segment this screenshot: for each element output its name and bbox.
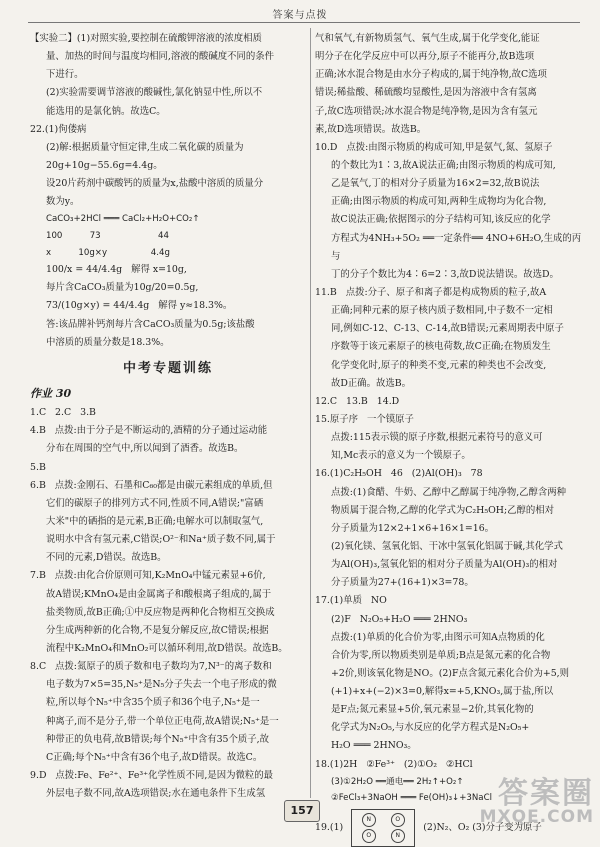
answer-line: 盐类物质,故B正确;①中反应物是两种化合物相互交换成 [46, 606, 275, 618]
text-line: 【实验二】(1)对照实验,要控制在硫酸钾溶液的浓度相质 [30, 33, 262, 44]
answer-line: 方程式为4NH₃+5O₂ ══一定条件══ 4NO+6H₂O,生成的丙与 [331, 232, 582, 262]
answer-line: 种带正的负电荷,故B错误;每个N₅⁺中含有35个质子,故 [46, 733, 269, 745]
equation-line: 100 73 44 [46, 230, 169, 241]
answer-line: 正确;由图示物质的构成可知,两种生成物均为化合物, [331, 196, 547, 208]
text-line: (2)实验需要调节溶液的酸碱性,氯化钠显中性,所以不 [46, 87, 263, 99]
text-line: 下进行。 [46, 69, 84, 81]
answer-line: 它们的碳原子的排列方式不同,性质不同,A错误;"富硒 [46, 497, 264, 509]
text-line: 答:该品牌补钙剂每片含CaCO₃质量为0.5g;该盐酸 [46, 318, 255, 330]
text-line: 气和氧气,有新物质氢气、氧气生成,属于化学变化,能证 [315, 33, 540, 44]
text-line: (2)解:根据质量守恒定律,生成二氧化碳的质量为 [46, 141, 244, 153]
answer-line: (2)N₂、O₂ (3)分子变为原子 [423, 821, 542, 833]
section-title: 中考专题训练 [122, 360, 213, 376]
answer-line: 丁的分子个数比为4∶6=2∶3,故D说法错误。故选D。 [331, 268, 559, 280]
text-line: 量、加热的时间与温度均相同,溶液的酸碱度不同的条件 [46, 51, 274, 63]
text-line: 73/(10g×y) = 44/4.4g 解得 y≈18.3%。 [46, 300, 233, 312]
answer-line: 知,Mc表示的意义为一个镆原子。 [331, 450, 471, 462]
chemical-equation: (3)①2H₂O ══通电══ 2H₂↑+O₂↑ [331, 776, 464, 787]
answer-line: 序数等于该元素原子的核电荷数,故C正确;在物质发生 [331, 341, 551, 353]
answer-line: 分子质量为12×2+1×6+16×1=16。 [331, 522, 495, 534]
watermark-logo [479, 775, 594, 828]
answer-line: C正确;每个N₅⁺中含有36个电子,故D错误。故选C。 [46, 751, 263, 763]
atom-circle: O [391, 813, 405, 827]
answer-line: 8.C 点拨:氮原子的质子数和电子数均为7,N³⁻的离子数和 [30, 661, 272, 673]
atom-circle: O [362, 829, 376, 843]
answer-line: 6.B 点拨:金刚石、石墨和C₆₀都是由碳元素组成的单质,但 [30, 479, 273, 491]
answer-line: 流程中K₂MnO₄和MnO₂可以循环利用,故D错误。故选B。 [46, 642, 288, 654]
answer-line: 粒,所以每个N₅⁺中含35个质子和36个电子,N₅⁺是一 [46, 697, 260, 709]
answer-line: 是F点;氮元素显+5价,氧元素显−2价,其氧化物的 [331, 704, 534, 716]
answer-line: 同,例如C-12、C-13、C-14,故B错误;元素周期表中原子 [331, 323, 564, 335]
answer-line: 不同的元素,D错误。故选B。 [46, 552, 167, 564]
column-divider [310, 28, 311, 798]
answer-line: 12.C 13.B 14.D [315, 395, 400, 407]
text-line: 明分子在化学反应中可以再分,原子不能再分,故B选项 [315, 51, 535, 63]
answer-label: 19.(1) [315, 821, 344, 833]
left-column [30, 30, 306, 803]
text-line: 能选用的是氯化钠。故选C。 [46, 105, 166, 117]
answer-line: 说明水中含有氢元素,C错误;O²⁻和Na⁺质子数不同,属于 [46, 534, 276, 546]
text-line: 子,故C选项错误;冰水混合物是纯净物,是因为含有氢元 [315, 105, 538, 117]
text-line: 20g+10g−55.6g=4.4g。 [46, 159, 163, 171]
chemical-equation: ②FeCl₃+3NaOH ═══ Fe(OH)₃↓+3NaCl [331, 793, 492, 804]
answer-line: 点拨:115表示镆的原子序数,根据元素符号的意义可 [331, 432, 543, 444]
molecule-diagram [351, 809, 415, 847]
answer-line: 电子数为7×5=35,N₅⁺是N₅分子失去一个电子形成的微 [46, 679, 277, 691]
answer-line: 化学变化时,原子的种类不变,元素的种类也不会改变, [331, 359, 547, 371]
answer-line: 大米"中的硒指的是元素,B正确;电解水可以制取氢气, [46, 515, 264, 527]
answer-line: 4.B 点拨:由于分子是不断运动的,酒精的分子通过运动能 [30, 425, 268, 437]
chemical-equation: CaCO₃+2HCl ═══ CaCl₂+H₂O+CO₂↑ [46, 214, 200, 225]
answer-line: 故A错误;KMnO₄是由金属离子和酸根离子组成的,属于 [46, 588, 272, 600]
text-line: 数为y。 [46, 196, 80, 208]
header-rule [28, 22, 580, 23]
answer-line: 分子质量为27+(16+1)×3=78。 [331, 577, 474, 589]
answer-line: (2)F N₂O₅+H₂O ═══ 2HNO₃ [331, 613, 468, 625]
answer-line: (+1)+x+(−2)×3=0,解得x=+5,KNO₃,属于盐,所以 [331, 686, 554, 698]
answer-line: 外层电子数不同,故A选项错误;水在通电条件下生成氢 [46, 788, 266, 800]
answer-line: 17.(1)单质 NO [315, 595, 387, 607]
answer-line: 18.(1)2H ②Fe³⁺ (2)①O₂ ②HCl [315, 758, 473, 770]
answer-line: (2)氧化镁、氢氧化铝、干冰中氢氧化铝属于碱,其化学式 [331, 540, 563, 552]
text-line: 正确;冰水混合物是由水分子构成的,属于纯净物,故C选项 [315, 69, 547, 81]
answer-line: 正确;同种元素的原子核内质子数相同,中子数不一定相 [331, 305, 553, 317]
answer-line: H₂O ═══ 2HNO₃。 [331, 740, 417, 752]
answer-line: 1.C 2.C 3.B [30, 407, 96, 419]
answer-line: +2价,则该氧化物是NO。(2)F点含氮元素化合价为+5,则 [331, 667, 570, 679]
answer-line: 5.B [30, 461, 46, 473]
text-line: 错误;稀盐酸、稀硫酸均显酸性,是因为溶液中含有氢离 [315, 87, 537, 99]
text-line: 设20片药剂中碳酸钙的质量为x,盐酸中溶质的质量分 [46, 178, 264, 190]
answer-line: 合价为零,所以物质类别是单质;B点是氮元素的化合物 [331, 649, 551, 661]
answer-line: 分布在周围的空气中,所以闻到了酒香。故选B。 [46, 443, 244, 455]
atom-circle: N [362, 813, 376, 827]
text-line: 每片含CaCO₃质量为10g/20=0.5g, [46, 282, 199, 294]
page-header: 答案与点拨 [272, 10, 328, 21]
right-column [315, 30, 583, 847]
answer-line: 11.B 点拨:分子、原子和离子都是构成物质的粒子,故A [315, 286, 547, 298]
answer-line: 点拨:(1)单质的化合价为零,由图示可知A点物质的化 [331, 631, 545, 643]
text-line: 100/x = 44/4.4g 解得 x=10g, [46, 264, 187, 276]
atom-circle: N [391, 829, 405, 843]
answer-line: 分生成两种新的化合物,不是复分解反应,故C错误;根据 [46, 624, 269, 636]
answer-line: 化学式为N₂O₅,与水反应的化学方程式是N₂O₅+ [331, 722, 530, 734]
answer-line: 10.D 点拨:由图示物质的构成可知,甲是氨气,氮、氢原子 [315, 141, 553, 153]
answer-line: 物质属于混合物,乙醇的化学式为C₂H₅OH;乙醇的相对 [331, 504, 554, 516]
answer-line: 的个数比为1∶3,故A说法正确;由图示物质的构成可知, [331, 159, 556, 171]
homework-heading: 作业 30 [30, 386, 72, 400]
watermark-main: 答案圈 [498, 775, 594, 811]
text-line: 素,故D选项错误。故选B。 [315, 123, 427, 135]
text-line: 22.(1)佝偻病 [30, 123, 87, 135]
answer-line: 9.D 点拨:Fe、Fe²⁺、Fe³⁺化学性质不同,是因为微粒的最 [30, 769, 273, 781]
answer-line: 15.原子序 一个镆原子 [315, 413, 414, 425]
answer-line: 为Al(OH)₃,氢氧化铝的相对分子质量为Al(OH)₃的相对 [331, 559, 558, 571]
answer-line: 故D正确。故选B。 [331, 377, 412, 389]
answer-line: 故C说法正确;依据图示的分子结构可知,该反应的化学 [331, 214, 551, 226]
page-number: 157 [284, 800, 320, 822]
answer-line: 乙是氧气,丁的相对分子质量为16×2=32,故B说法 [331, 178, 540, 190]
text-line: 中溶质的质量分数是18.3%。 [46, 336, 170, 348]
answer-line: 16.(1)C₂H₅OH 46 (2)Al(OH)₃ 78 [315, 468, 483, 480]
watermark-sub: MXQE.COM [479, 807, 594, 828]
answer-line: 种离子,而不是分子,带一个单位正电荷,故A错误;N₅⁺是一 [46, 715, 279, 727]
answer-line: 点拨:(1)食醋、牛奶、乙醇中乙醇属于纯净物,乙醇含两种 [331, 486, 567, 498]
equation-line: x 10g×y 4.4g [46, 247, 170, 258]
answer-line: 7.B 点拨:由化合价原则可知,K₂MnO₄中锰元素显+6价, [30, 570, 266, 582]
